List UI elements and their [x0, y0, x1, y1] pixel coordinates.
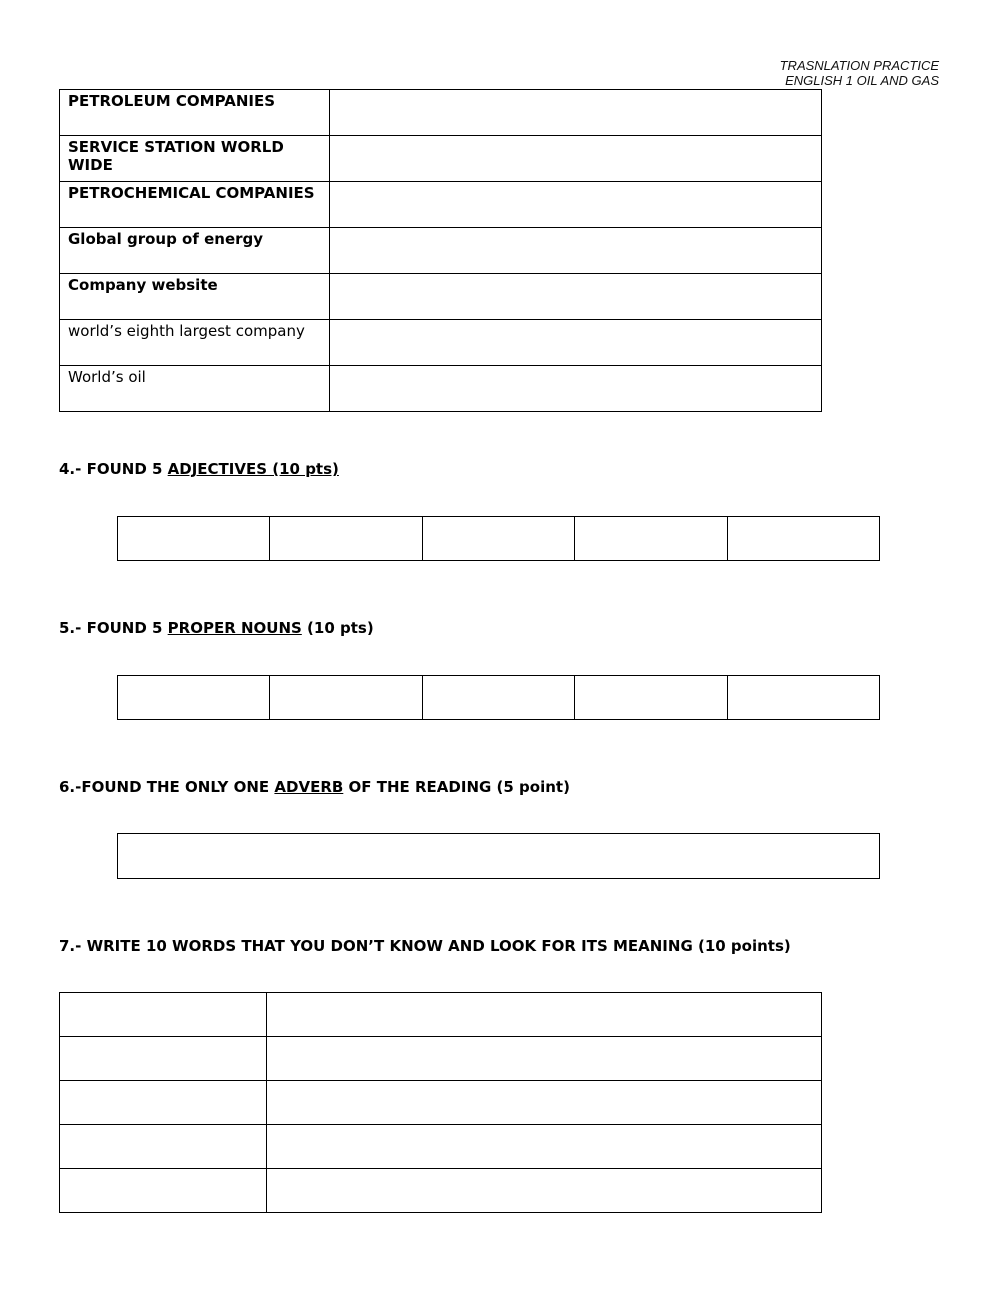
section-5-prefix: 5.- FOUND 5 [59, 619, 168, 637]
meaning-cell[interactable] [267, 1037, 822, 1081]
translation-cell[interactable] [330, 274, 822, 320]
proper-noun-answer-cell[interactable] [270, 676, 422, 720]
word-cell[interactable] [60, 1125, 267, 1169]
words-meaning-table [59, 992, 822, 1213]
word-cell[interactable] [60, 993, 267, 1037]
meaning-cell[interactable] [267, 1125, 822, 1169]
term-cell: world’s eighth largest company [60, 320, 330, 366]
proper-noun-answer-cell[interactable] [422, 676, 574, 720]
term-cell: Company website [60, 274, 330, 320]
table-row [60, 366, 822, 412]
translation-cell[interactable] [330, 320, 822, 366]
meaning-cell[interactable] [267, 993, 822, 1037]
table-row [60, 1081, 822, 1125]
adjective-answer-cell[interactable] [575, 517, 727, 561]
meaning-cell[interactable] [267, 1169, 822, 1213]
section-4-prefix: 4.- FOUND 5 [59, 460, 168, 478]
adverb-answer-box[interactable] [117, 833, 880, 879]
section-5-title [59, 619, 374, 637]
table-row [60, 182, 822, 228]
translation-cell[interactable] [330, 182, 822, 228]
translation-cell[interactable] [330, 366, 822, 412]
translation-cell[interactable] [330, 90, 822, 136]
table-row [60, 1037, 822, 1081]
section-6-suffix: OF THE READING (5 point) [343, 778, 570, 796]
section-5-suffix: (10 pts) [301, 619, 374, 637]
proper-noun-answer-cell[interactable] [727, 676, 879, 720]
section-4-underlined: ADJECTIVES (10 pts) [167, 460, 339, 478]
page-header [780, 58, 939, 88]
adjective-answer-cell[interactable] [727, 517, 879, 561]
table-row [60, 228, 822, 274]
proper-noun-answer-cell[interactable] [118, 676, 270, 720]
term-cell: PETROLEUM COMPANIES [60, 90, 330, 136]
translation-cell[interactable] [330, 136, 822, 182]
term-cell: World’s oil [60, 366, 330, 412]
table-row [60, 136, 822, 182]
table-row [60, 1125, 822, 1169]
translation-table [59, 89, 822, 412]
section-4-title [59, 460, 339, 478]
proper-noun-answer-cell[interactable] [575, 676, 727, 720]
table-row [60, 993, 822, 1037]
word-cell[interactable] [60, 1169, 267, 1213]
table-row [118, 676, 880, 720]
meaning-cell[interactable] [267, 1081, 822, 1125]
term-cell: PETROCHEMICAL COMPANIES [60, 182, 330, 228]
table-row [60, 1169, 822, 1213]
translation-cell[interactable] [330, 228, 822, 274]
term-cell: SERVICE STATION WORLD WIDE [60, 136, 330, 182]
table-row [60, 320, 822, 366]
table-row [118, 517, 880, 561]
proper-nouns-table [117, 675, 880, 720]
adjective-answer-cell[interactable] [270, 517, 422, 561]
table-row [60, 274, 822, 320]
adjective-answer-cell[interactable] [422, 517, 574, 561]
header-subtitle: ENGLISH 1 OIL AND GAS [785, 73, 939, 88]
section-6-prefix: 6.-FOUND THE ONLY ONE [59, 778, 275, 796]
table-row [60, 90, 822, 136]
header-title: TRASNLATION PRACTICE [779, 58, 939, 73]
word-cell[interactable] [60, 1081, 267, 1125]
section-6-title [59, 778, 570, 796]
term-cell: Global group of energy [60, 228, 330, 274]
adjectives-table [117, 516, 880, 561]
word-cell[interactable] [60, 1037, 267, 1081]
adjective-answer-cell[interactable] [118, 517, 270, 561]
section-7-title: 7.- WRITE 10 WORDS THAT YOU DON’T KNOW AND LOOK FOR ITS MEANING (10 points) [59, 937, 791, 955]
section-5-underlined: PROPER NOUNS [167, 619, 302, 637]
section-6-underlined: ADVERB [274, 778, 344, 796]
